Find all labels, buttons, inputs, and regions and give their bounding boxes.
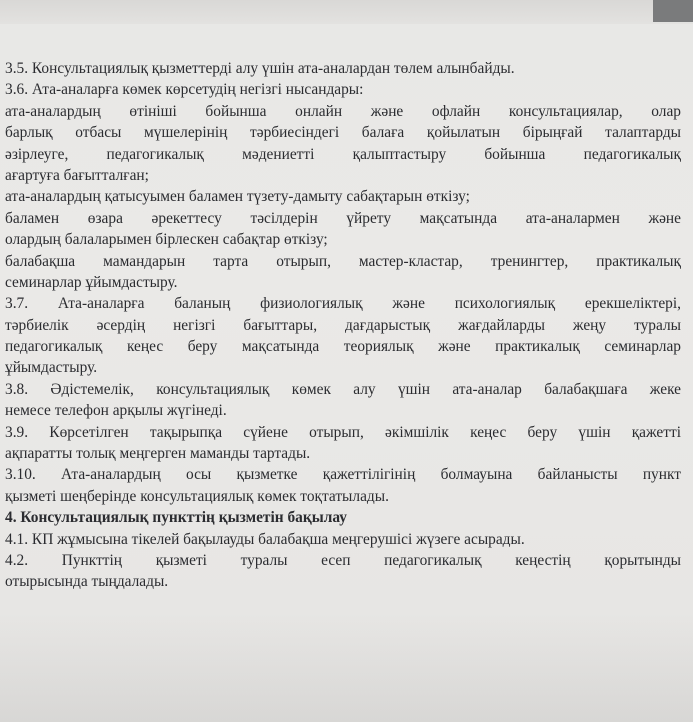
page-shadow	[0, 612, 693, 722]
text-line: әзірлеуге, педагогикалық мәдениетті қалыптастыру бойынша педагогикалық	[5, 145, 681, 163]
text-line: семинарлар ұйымдастыру.	[5, 273, 178, 291]
text-line: ата-аналардың қатысуымен баламен түзету-дамыту сабақтарын өткізу;	[5, 188, 470, 206]
text-line: ағартуға бағытталған;	[5, 166, 149, 184]
text-line-3-6: 3.6. Ата-аналарға көмек көрсетудің негізгі нысандары:	[5, 81, 364, 99]
text-line-3-7: 3.7. Ата-аналарға баланың физиологиялық және психологиялық ерекшеліктері,	[5, 295, 681, 313]
text-line-3-5: 3.5. Консультациялық қызметтерді алу үшін ата-аналардан төлем алынбайды.	[5, 60, 515, 77]
text-line-3-9: 3.9. Көрсетілген тақырыпқа сүйене отырып, әкімшілік кеңес беру үшін қажетті	[5, 423, 681, 441]
text-line-4-2: 4.2. Пункттің қызметі туралы есеп педагогикалық кеңестің қорытынды	[5, 551, 681, 569]
page-top-edge	[0, 0, 693, 24]
text-line: ұйымдастыру.	[5, 359, 98, 377]
background-corner	[653, 0, 693, 22]
text-line: балабақша мамандарын тарта отырып, мастер-кластар, тренингтер, практикалық	[5, 252, 681, 270]
text-line-4-1: 4.1. КП жұмысына тікелей бақылауды балабақша меңгерушісі жүзеге асырады.	[5, 530, 525, 548]
text-line: немесе телефон арқылы жүгінеді.	[5, 402, 227, 420]
document-text	[5, 58, 681, 593]
text-line-3-10: 3.10. Ата-аналардың осы қызметке қажеттілігінің болмауына байланысты пункт	[5, 466, 681, 484]
text-line: ақпаратты толық меңгерген маманды тартады.	[5, 445, 311, 463]
text-line: барлық отбасы мүшелерінің тәрбиесіндегі балаға қойылатын бірыңғай талаптарды	[5, 124, 681, 142]
section-heading-4: 4. Консультациялық пункттің қызметін бақылау	[5, 509, 347, 527]
text-line: ата-аналардың өтініші бойынша онлайн және офлайн консультациялар, олар	[5, 102, 681, 120]
text-line: қызметі шеңберінде консультациялық көмек тоқтатылады.	[5, 487, 389, 505]
text-line: отырысында тыңдалады.	[5, 573, 169, 591]
text-line: олардың балаларымен бірлескен сабақтар өткізу;	[5, 231, 328, 249]
text-line: тәрбиелік әсердің негізгі бағыттары, дағдарыстық жағдайларды жеңу туралы	[5, 316, 681, 334]
text-line: баламен өзара әрекеттесу тәсілдерін үйрету мақсатында ата-аналармен және	[5, 209, 681, 227]
text-line: педагогикалық кеңес беру мақсатында теориялық және практикалық семинарлар	[5, 338, 681, 356]
text-line-3-8: 3.8. Әдістемелік, консультациялық көмек алу үшін ата-аналар балабақшаға жеке	[5, 380, 681, 398]
